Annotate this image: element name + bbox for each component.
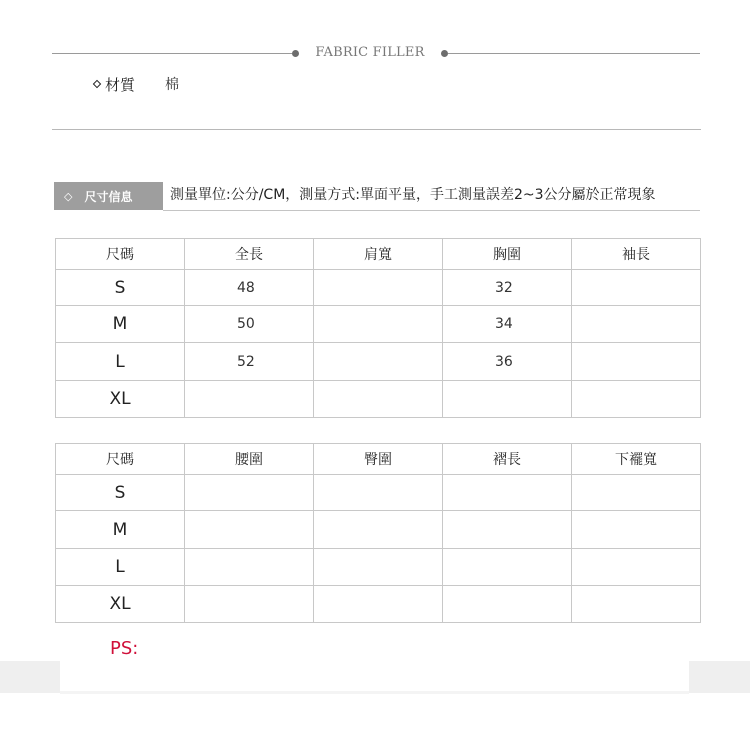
value-cell [572, 586, 701, 623]
value-cell [185, 586, 314, 623]
table-header-row [56, 239, 701, 270]
value-cell [572, 270, 701, 306]
ps-label: PS: [110, 638, 139, 659]
size-cell: M [56, 306, 185, 343]
value-cell [443, 381, 572, 418]
table-header-row [56, 444, 701, 475]
value-cell [314, 343, 443, 381]
value-cell: 50 [185, 306, 314, 343]
value-cell: 52 [185, 343, 314, 381]
value-cell [185, 511, 314, 549]
value-cell [572, 511, 701, 549]
diamond-outline-icon: ◇ [64, 189, 73, 203]
column-header-sleeve: 袖長 [572, 239, 701, 270]
header-dot-right [441, 50, 448, 57]
size-cell: XL [56, 586, 185, 623]
table-row [56, 306, 701, 343]
value-cell: 48 [185, 270, 314, 306]
column-header-hip: 臀圍 [314, 444, 443, 475]
value-cell [572, 306, 701, 343]
material-row [92, 74, 179, 94]
value-cell: 32 [443, 270, 572, 306]
header-rule-right [448, 53, 700, 54]
value-cell [443, 586, 572, 623]
table-row [56, 475, 701, 511]
value-cell [314, 270, 443, 306]
value-cell [314, 549, 443, 586]
footer-band-left [0, 661, 60, 693]
section-divider [52, 129, 701, 130]
measurement-note: 測量單位:公分/CM，測量方式:單面平量，手工測量誤差2~3公分屬於正常現象 [170, 187, 656, 203]
column-header-size: 尺碼 [56, 444, 185, 475]
size-cell: S [56, 475, 185, 511]
value-cell [443, 511, 572, 549]
size-cell: M [56, 511, 185, 549]
column-header-size: 尺碼 [56, 239, 185, 270]
table-row [56, 586, 701, 623]
column-header-length: 全長 [185, 239, 314, 270]
size-info-underline [163, 210, 700, 211]
table-row [56, 549, 701, 586]
table-row [56, 270, 701, 306]
value-cell [572, 475, 701, 511]
footer-band-bottom [60, 691, 689, 694]
fabric-section-title: FABRIC FILLER [315, 45, 425, 60]
size-info-tag [54, 182, 163, 210]
value-cell [572, 549, 701, 586]
value-cell [314, 306, 443, 343]
column-header-pleat-length: 褶長 [443, 444, 572, 475]
value-cell [314, 586, 443, 623]
value-cell [185, 381, 314, 418]
column-header-waist: 腰圍 [185, 444, 314, 475]
column-header-shoulder: 肩寬 [314, 239, 443, 270]
table-row [56, 343, 701, 381]
value-cell [185, 549, 314, 586]
diamond-bullet-icon [93, 80, 101, 88]
value-cell: 36 [443, 343, 572, 381]
table-row [56, 381, 701, 418]
size-cell: L [56, 549, 185, 586]
column-header-hem-width: 下襬寬 [572, 444, 701, 475]
column-header-chest: 胸圍 [443, 239, 572, 270]
size-cell: S [56, 270, 185, 306]
header-rule-left [52, 53, 292, 54]
material-value: 棉 [165, 77, 180, 93]
value-cell: 34 [443, 306, 572, 343]
size-table-upper [55, 238, 701, 418]
value-cell [314, 475, 443, 511]
size-cell: L [56, 343, 185, 381]
value-cell [443, 475, 572, 511]
value-cell [572, 343, 701, 381]
table-row [56, 511, 701, 549]
size-cell: XL [56, 381, 185, 418]
value-cell [185, 475, 314, 511]
value-cell [572, 381, 701, 418]
size-table-lower [55, 443, 701, 623]
value-cell [314, 381, 443, 418]
header-dot-left [292, 50, 299, 57]
size-info-tag-label: 尺寸信息 [84, 189, 133, 204]
value-cell [443, 549, 572, 586]
material-label: 材質 [105, 75, 136, 94]
value-cell [314, 511, 443, 549]
footer-band-right [689, 661, 750, 693]
